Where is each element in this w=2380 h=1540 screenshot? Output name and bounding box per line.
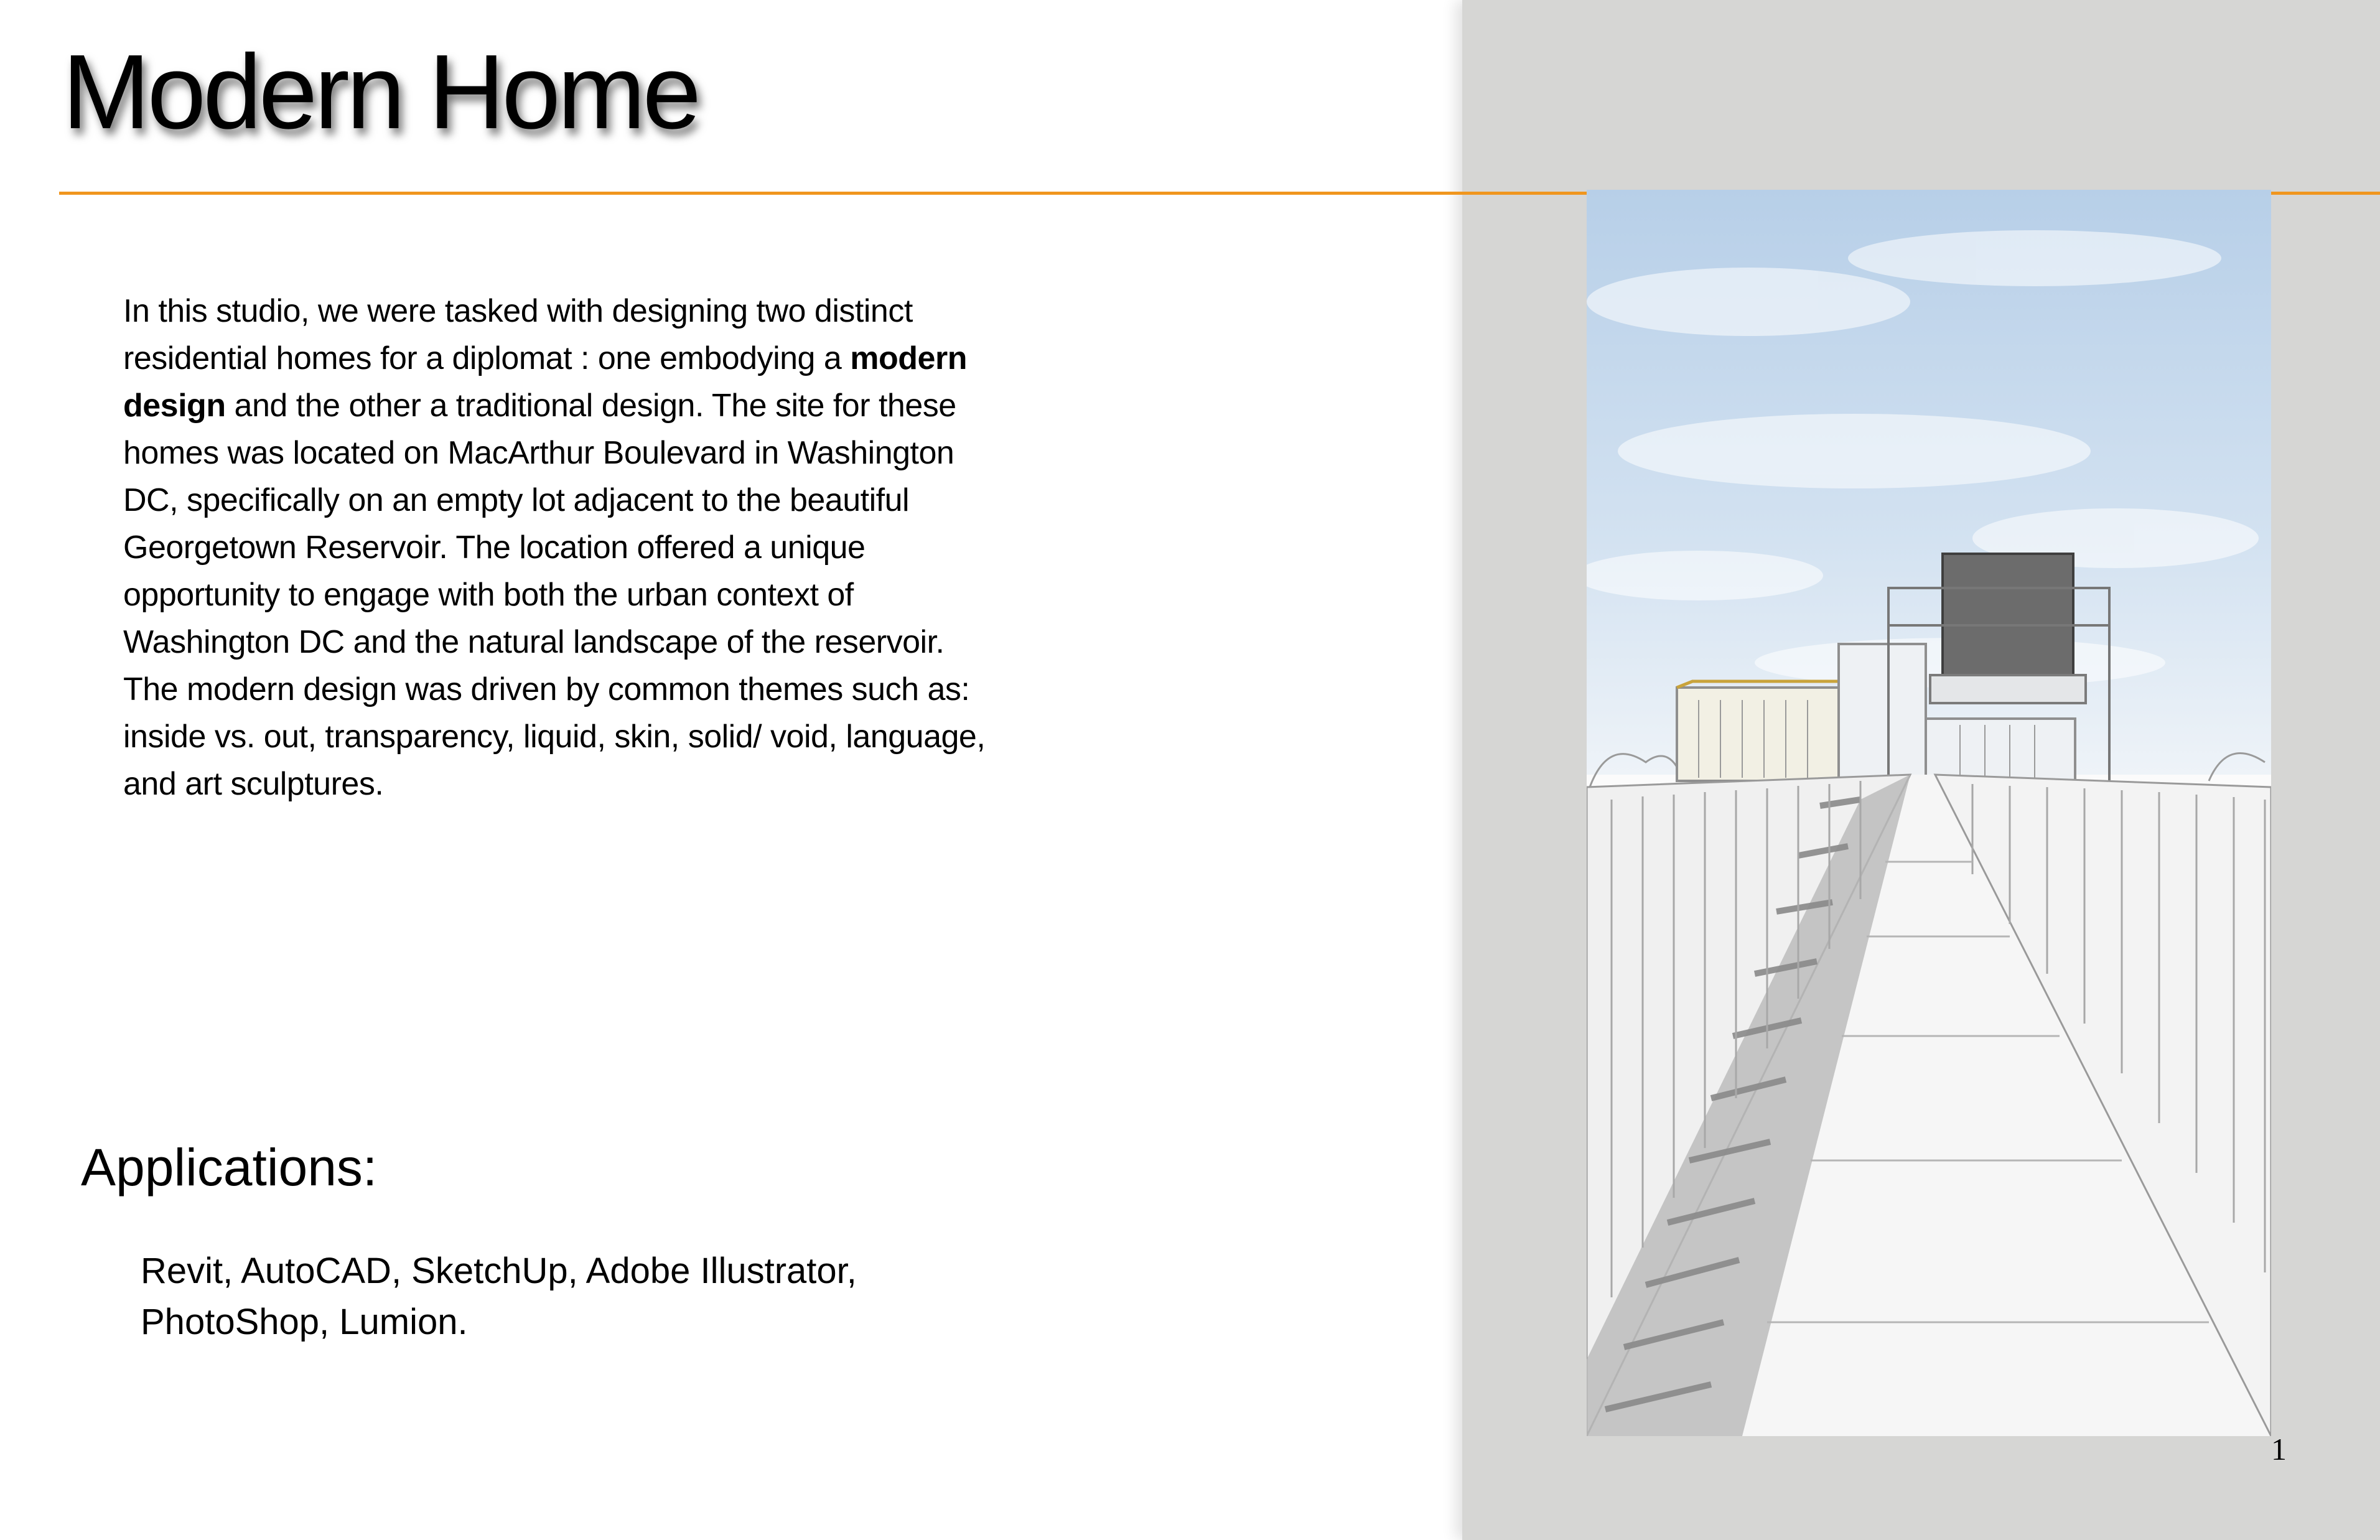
- description-text-2: and the other a traditional design. The site for these homes was located on MacArthur Boulevard in Washington DC, specifically on an empty lot adjacent to the beautiful Georgetown Reservoir. The location offered a unique opportunity to engage with both the urban context of Washington DC and the natural landscape of the reservoir. The modern design was driven by common themes such as: inside vs. out, transparency, liquid, skin, solid/ void, language, and art sculptures.: [123, 388, 986, 802]
- perspective-sketch-image: [1587, 190, 2271, 1436]
- description-emphasis: modern design: [123, 340, 967, 424]
- applications-heading: Applications:: [81, 1138, 378, 1197]
- applications-list: Revit, AutoCAD, SketchUp, Adobe Illustrator, PhotoShop, Lumion.: [141, 1251, 857, 1342]
- sketch-drawing: [1587, 190, 2271, 1436]
- page-number: 1: [2271, 1432, 2287, 1467]
- description-text-1: In this studio, we were tasked with designing two distinct residential homes for a diplomat : one embodying a: [123, 293, 913, 376]
- walkway: [1587, 775, 2271, 1436]
- project-description: [123, 287, 994, 808]
- page-title: Modern Home: [62, 33, 699, 151]
